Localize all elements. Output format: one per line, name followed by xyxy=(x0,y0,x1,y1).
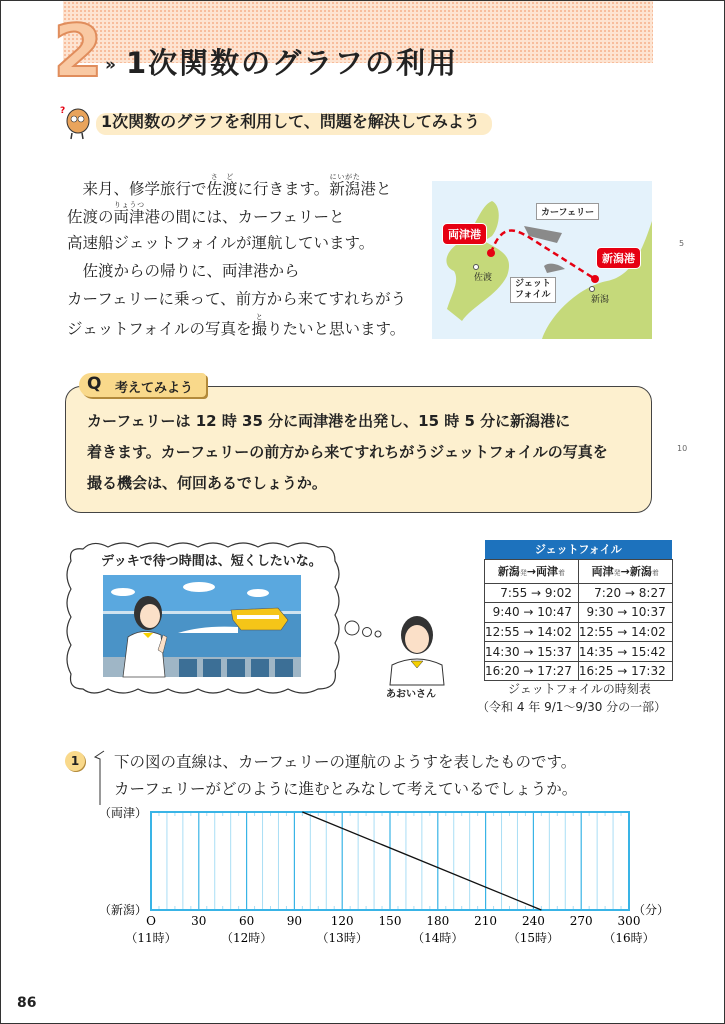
intro-line: カーフェリーに乗って、前方から来てすれちがう xyxy=(67,290,407,308)
task-line: 下の図の直線は、カーフェリーの運航のようすを表したものです。 xyxy=(114,753,577,771)
ruby-word: 新潟にいがた xyxy=(329,173,361,198)
sado-label: 佐渡 xyxy=(474,273,493,283)
table-row: 12:55 → 14:02 12:55 → 14:02 xyxy=(485,622,673,642)
x-tick-label: 150 xyxy=(378,914,402,928)
task-number: 1 xyxy=(65,751,85,771)
thought-text: デッキで待つ時間は、短くしたいな。 xyxy=(101,554,322,569)
task-line: カーフェリーがどのように進むとみなして考えているでしょうか。 xyxy=(114,780,578,798)
hour-label: （13時） xyxy=(316,931,368,945)
text: 佐渡の xyxy=(67,208,114,226)
intro-line: 高速船ジェットフォイルが運航しています。 xyxy=(67,234,375,252)
deck-illustration xyxy=(103,575,301,677)
bracket-mark xyxy=(93,749,105,805)
x-axis-label: （分） xyxy=(633,903,670,917)
timetable-title: ジェットフォイル xyxy=(485,540,673,559)
q-label: 考えてみよう xyxy=(115,381,194,396)
jetfoil-callout: ジェット フォイル xyxy=(510,277,556,303)
timetable xyxy=(484,540,673,681)
x-tick-label: O xyxy=(146,914,156,928)
table-row: 14:30 → 15:37 14:35 → 15:42 xyxy=(485,642,673,662)
y-bottom-label: （新潟） xyxy=(98,903,147,917)
text: に行きます。 xyxy=(237,180,330,198)
route-map xyxy=(432,181,652,339)
text: 港の間には、カーフェリーと xyxy=(144,208,345,226)
x-tick-label: 300 xyxy=(617,914,641,928)
y-top-label: （両津） xyxy=(98,806,147,820)
intro-line xyxy=(67,201,427,229)
text: りたいと思います。 xyxy=(266,320,406,338)
hour-label: （14時） xyxy=(412,931,464,945)
table-row: 7:55 → 9:02 7:20 → 8:27 xyxy=(485,583,673,603)
x-tick-label: 210 xyxy=(474,914,498,928)
question-tab xyxy=(79,373,206,397)
question-line: 着きます。カーフェリーの前方から来てすれちがうジェットフォイルの写真を xyxy=(87,443,608,461)
x-tick-label: 240 xyxy=(521,914,545,928)
table-row: 9:40 → 10:47 9:30 → 10:37 xyxy=(485,603,673,623)
question-line: カーフェリーは 12 時 35 分に両津港を出発し、15 時 5 分に新潟港に xyxy=(87,412,571,430)
hour-label: （16時） xyxy=(603,931,655,945)
text: ジェットフォイルの写真を xyxy=(67,320,252,338)
timetable-caption: ジェットフォイルの時刻表 xyxy=(508,682,651,696)
line-number: 5 xyxy=(679,239,685,248)
ferry-icon xyxy=(524,226,562,243)
question-text xyxy=(87,406,608,499)
intro-line xyxy=(67,173,427,201)
x-tick-label: 180 xyxy=(426,914,450,928)
hour-label: （11時） xyxy=(125,931,177,945)
niigata-label: 新潟 xyxy=(591,295,610,305)
column-header: 両津発→新潟着 xyxy=(578,559,672,583)
intro-paragraph xyxy=(67,173,427,341)
x-tick-label: 60 xyxy=(238,914,255,928)
column-header: 新潟発→両津着 xyxy=(485,559,579,583)
table-row: 16:20 → 17:27 16:25 → 17:32 xyxy=(485,661,673,681)
thought-dots xyxy=(343,619,383,641)
text: 来月、修学旅行で xyxy=(67,180,207,198)
intro-line: 佐渡からの帰りに、両津港から xyxy=(67,262,300,280)
student-avatar xyxy=(384,613,450,685)
x-tick-label: 270 xyxy=(569,914,593,928)
ruby-word: 撮と xyxy=(251,313,267,338)
student-name: あおいさん xyxy=(386,689,436,700)
ruby-word: 両津りょうつ xyxy=(113,201,145,226)
deck-scene xyxy=(103,575,301,677)
hour-label: （15時） xyxy=(507,931,560,945)
svg-text:?: ? xyxy=(60,106,66,116)
intro-line xyxy=(67,313,427,341)
section-number: 2 xyxy=(53,9,104,93)
text: 港と xyxy=(360,180,392,198)
ferry-callout: カーフェリー xyxy=(536,203,599,220)
hour-label: （12時） xyxy=(220,931,273,945)
page-number: 86 xyxy=(17,995,37,1011)
niigata-port-label: 新潟港 xyxy=(596,247,641,269)
task-text xyxy=(114,749,577,803)
ruby-word: 佐渡さど xyxy=(206,173,238,198)
q-badge: Q xyxy=(87,374,102,394)
ferry-graph xyxy=(98,801,670,951)
timetable-note: （令和 4 年 9/1〜9/30 分の一部） xyxy=(477,700,667,714)
x-tick-label: 120 xyxy=(330,914,354,928)
jetfoil-icon xyxy=(544,264,565,273)
x-tick-label: 30 xyxy=(191,914,207,928)
sado-island xyxy=(446,201,509,321)
x-tick-label: 90 xyxy=(286,914,303,928)
subtitle: 1次関数のグラフを利用して、問題を解決してみよう xyxy=(101,112,480,131)
ryotsu-port-label: 両津港 xyxy=(442,223,487,245)
title-text: 1次関数のグラフの利用 xyxy=(125,46,459,80)
page-title xyxy=(105,41,458,82)
line-number: 10 xyxy=(677,444,688,453)
question-line: 撮る機会は、何回あるでしょうか。 xyxy=(87,474,327,492)
mascot-icon xyxy=(58,104,94,140)
chevron: » xyxy=(105,55,118,75)
